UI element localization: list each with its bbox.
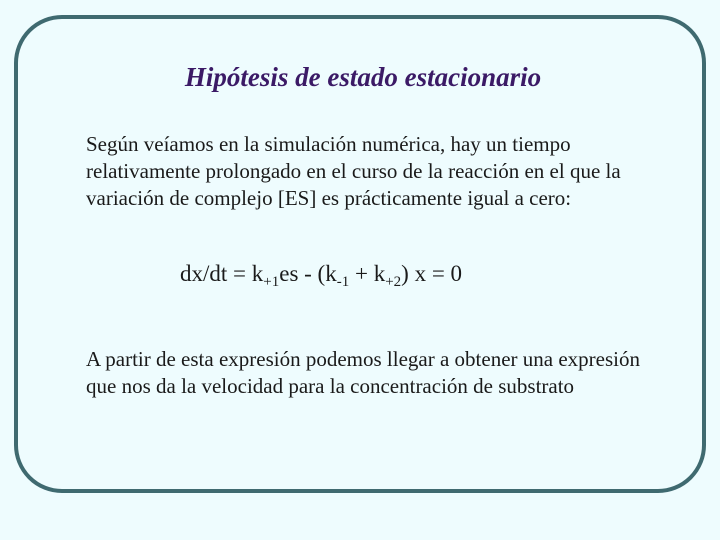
equation-subscript-3: +2	[385, 274, 402, 290]
slide-title: Hipótesis de estado estacionario	[184, 62, 542, 92]
equation-part-3: + k	[349, 261, 386, 286]
equation-subscript-2: -1	[336, 274, 350, 290]
equation-part-4: ) x = 0	[401, 261, 463, 286]
equation-part-1: dx/dt = k	[180, 261, 264, 286]
conclusion-paragraph: A partir de esta expresión podemos llegar a obtener una expresión que nos da la velocidad para la concentración de substrato	[86, 347, 640, 398]
steady-state-equation	[180, 258, 462, 290]
equation-subscript-1: +1	[263, 274, 280, 290]
equation-part-2: es - (k	[279, 261, 337, 286]
intro-paragraph: Según veíamos en la simulación numérica, hay un tiempo relativamente prolongado en el curso de la reacción en el que la variación de complejo [ES] es prácticamente igual a cero:	[86, 132, 621, 210]
